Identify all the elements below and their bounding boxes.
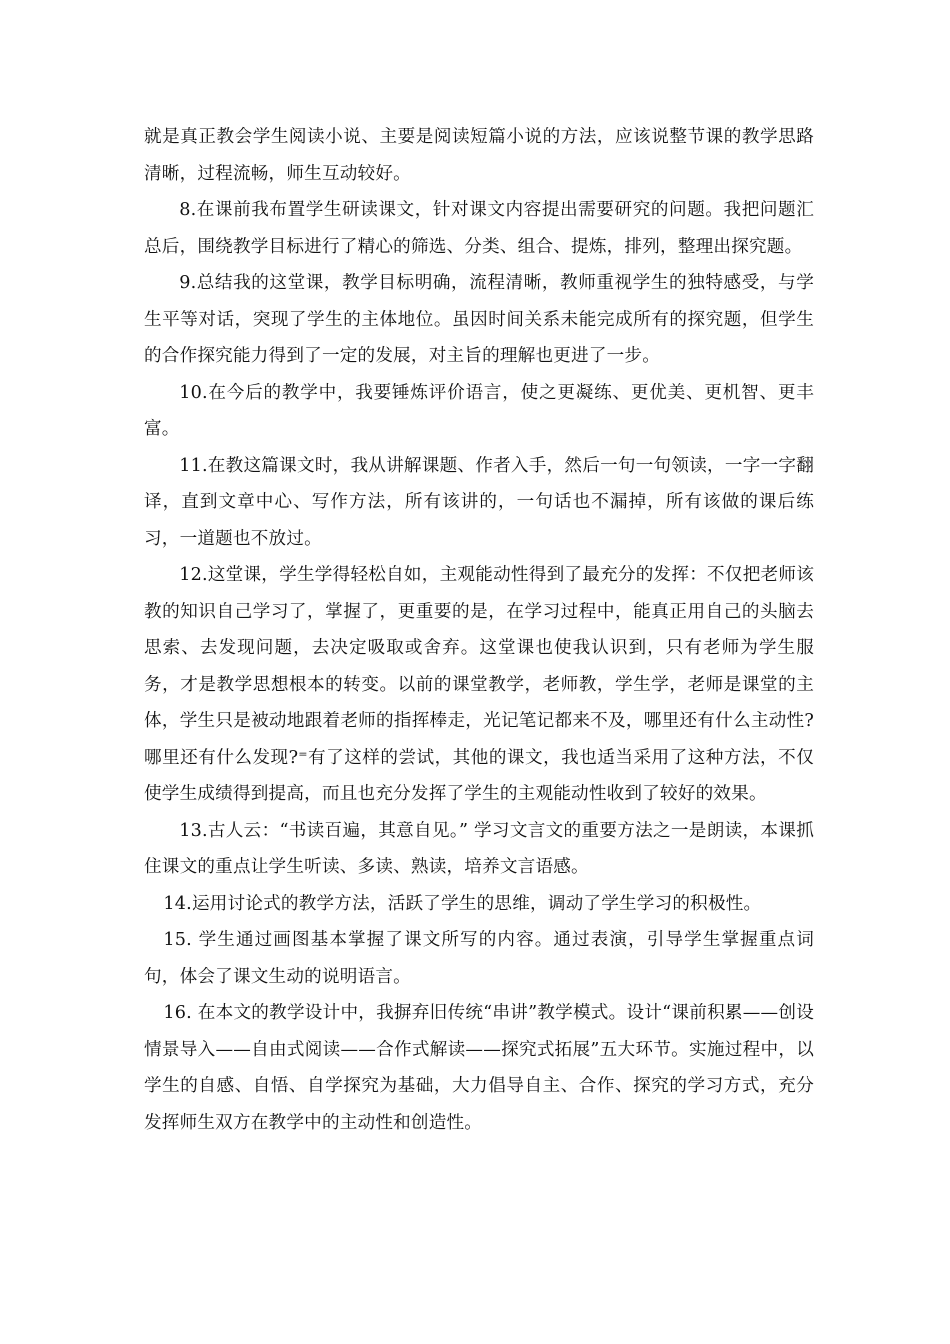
document-body xyxy=(144,119,814,1141)
paragraph-12: 12.这堂课，学生学得轻松自如，主观能动性得到了最充分的发挥：不仅把老师该教的知识自己学习了，掌握了，更重要的是，在学习过程中，能真正用自己的头脑去思索、去发现问题，去决定吸取或舍弃。这堂课也使我认识到，只有老师为学生服务，才是教学思想根本的转变。以前的课堂教学，老师教，学生学，老师是课堂的主体，学生只是被动地跟着老师的指挥棒走，光记笔记都来不及，哪里还有什么主动性?哪里还有什么发现?⁼有了这样的尝试，其他的课文，我也适当采用了这种方法，不仅使学生成绩得到提高，而且也充分发挥了学生的主观能动性收到了较好的效果。 xyxy=(144,565,814,804)
paragraph-15: 15. 学生通过画图基本掌握了课文所写的内容。通过表演，引导学生掌握重点词句，体会了课文生动的说明语言。 xyxy=(144,930,814,987)
paragraph-11: 11.在教这篇课文时，我从讲解课题、作者入手，然后一句一句领读，一字一字翻译，直到文章中心、写作方法，所有该讲的，一句话也不漏掉，所有该做的课后练习，一道题也不放过。 xyxy=(144,455,814,549)
paragraph-continuation: 就是真正教会学生阅读小说、主要是阅读短篇小说的方法，应该说整节课的教学思路清晰，过程流畅，师生互动较好。 xyxy=(144,127,814,184)
paragraph-8: 8.在课前我布置学生研读课文，针对课文内容提出需要研究的问题。我把问题汇总后，围绕教学目标进行了精心的筛选、分类、组合、提炼，排列，整理出探究题。 xyxy=(144,200,814,257)
paragraph-16: 16. 在本文的教学设计中，我摒弃旧传统“串讲”教学模式。设计“课前积累——创设情景导入——自由式阅读——合作式解读——探究式拓展”五大环节。实施过程中，以学生的自感、自悟、自学探究为基础，大力倡导自主、合作、探究的学习方式，充分发挥师生双方在教学中的主动性和创造性。 xyxy=(144,1003,814,1133)
paragraph-10: 10.在今后的教学中，我要锤炼评价语言，使之更凝练、更优美、更机智、更丰富。 xyxy=(144,382,814,439)
paragraph-13: 13.古人云：“书读百遍，其意自见。” 学习文言文的重要方法之一是朗读，本课抓住课文的重点让学生听读、多读、熟读，培养文言语感。 xyxy=(144,820,814,877)
paragraph-9: 9.总结我的这堂课，教学目标明确，流程清晰，教师重视学生的独特感受，与学生平等对话，突现了学生的主体地位。虽因时间关系未能完成所有的探究题，但学生的合作探究能力得到了一定的发展，对主旨的理解也更进了一步。 xyxy=(144,273,814,366)
paragraph-14: 14.运用讨论式的教学方法，活跃了学生的思维，调动了学生学习的积极性。 xyxy=(163,893,762,914)
